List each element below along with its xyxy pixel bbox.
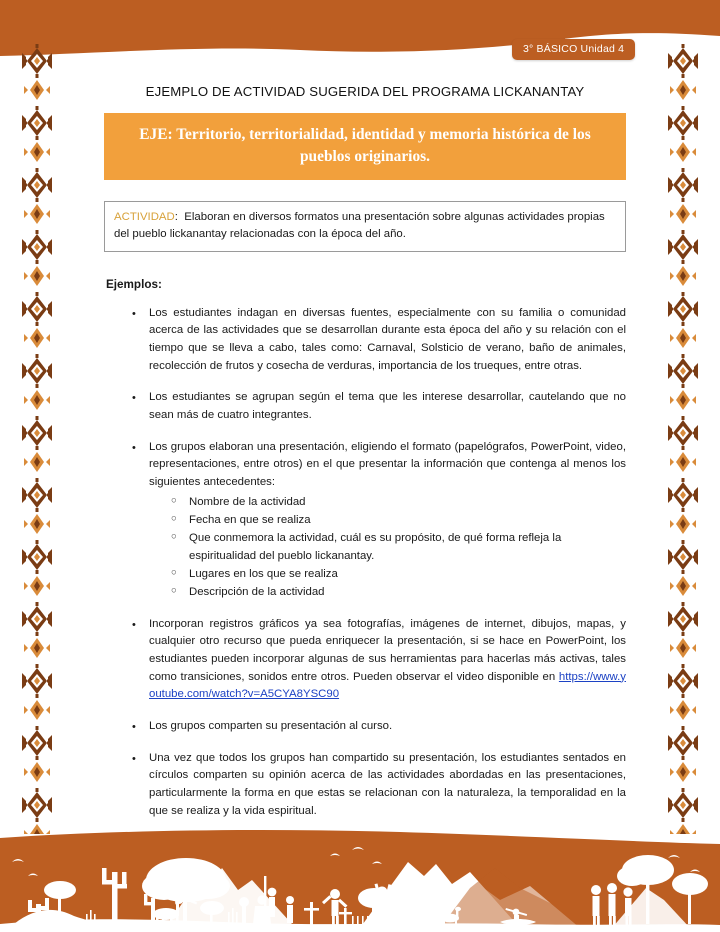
youtube-video-link[interactable]: https://www.youtube.com/watch?v=A5CYA8YSC90: [149, 670, 626, 701]
list-item-text: Que conmemora la actividad, cuál es su propósito, de qué forma refleja la espiritualidad del pueblo lickanantay.: [189, 532, 562, 562]
unit-badge: 3° BÁSICO Unidad 4: [512, 39, 635, 60]
bullet-icon: •: [132, 392, 136, 405]
document-body: [104, 76, 626, 834]
list-item: [149, 584, 626, 601]
list-item: [104, 389, 626, 424]
activity-text: Elaboran en diversos formatos una presentación sobre algunas actividades propias del pueblo lickanantay relacionadas con la época del año.: [114, 210, 605, 240]
bullet-icon: •: [132, 441, 136, 454]
list-item-text: Lugares en los que se realiza: [189, 567, 338, 580]
andean-diamond-pattern-icon-right: [666, 44, 700, 834]
list-item-text: Incorporan registros gráficos ya sea fotografías, imágenes de internet, dibujos, mapas, y cualquier otro recurso que pueda enriquecer la presentación, si se hace en PowerPoint, los estudiantes pueden incorporar algunas de sus herramientas para hacerlas más activas, tales como transiciones, sonidos entre otros. Pueden observar el video disponible en: [149, 617, 626, 683]
bullet-icon: •: [132, 720, 136, 733]
examples-list: [104, 305, 626, 821]
list-item-text: Descripción de la actividad: [189, 586, 325, 599]
list-item-text: Una vez que todos los grupos han compartido su presentación, los estudiantes sentados en círculos comparten su opinión acerca de las actividades abordadas en las presentaciones, particularmente la forma en que estas se relacionan con la naturaleza, la temporalidad en la que se realiza y la vida espiritual.: [149, 751, 626, 817]
bullet-icon: •: [132, 618, 136, 631]
list-item: [104, 305, 626, 376]
list-item-text: Fecha en que se realiza: [189, 513, 311, 526]
list-item-text: Nombre de la actividad: [189, 495, 306, 508]
sub-bullet-icon: ○: [171, 512, 177, 524]
list-item-text: Los grupos comparten su presentación al curso.: [149, 719, 393, 732]
andean-diamond-pattern-icon-left: [20, 44, 54, 834]
bullet-icon: •: [132, 752, 136, 765]
sub-bullet-icon: ○: [171, 585, 177, 597]
sub-bullet-icon: ○: [171, 494, 177, 506]
bullet-icon: •: [132, 307, 136, 320]
list-item: [149, 494, 626, 511]
list-item-text: Los grupos elaboran una presentación, eligiendo el formato (papelógrafos, PowerPoint, video, representaciones, entre otros) en el que presentar la información que contenga al menos los siguientes antecedentes:: [149, 440, 626, 488]
sub-bullet-icon: ○: [171, 566, 177, 578]
antecedentes-sublist: [149, 494, 626, 602]
activity-label: ACTIVIDAD: [114, 210, 175, 223]
atacama-landscape-silhouette-icon: [0, 828, 720, 932]
list-item: [149, 530, 626, 565]
page-title: EJEMPLO DE ACTIVIDAD SUGERIDA DEL PROGRAMA LICKANANTAY: [145, 84, 585, 99]
list-item: [104, 439, 626, 602]
list-item: [104, 718, 626, 736]
list-item-text: Los estudiantes indagan en diversas fuentes, especialmente con su familia o comunidad acerca de las actividades que se desarrollan durante esta época del año y su relación con el tiempo que se lleva a cabo, tales como: Carnaval, Solsticio de verano, baño de animales, recolección de frutos y cosecha de verduras, importancia de los trueques, entre otras.: [149, 306, 626, 372]
activity-separator: :: [174, 210, 178, 223]
sub-bullet-icon: ○: [171, 531, 177, 543]
examples-heading: Ejemplos:: [106, 277, 162, 291]
activity-box: [104, 201, 626, 252]
list-item-text: Los estudiantes se agrupan según el tema que les interese desarrollar, cautelando que no sean más de cuatro integrantes.: [149, 391, 626, 421]
list-item: [104, 616, 626, 704]
eje-banner: EJE: Territorio, territorialidad, identidad y memoria histórica de los pueblos originarios.: [104, 113, 626, 180]
list-item: [149, 512, 626, 529]
list-item: [104, 750, 626, 821]
list-item: [149, 566, 626, 583]
